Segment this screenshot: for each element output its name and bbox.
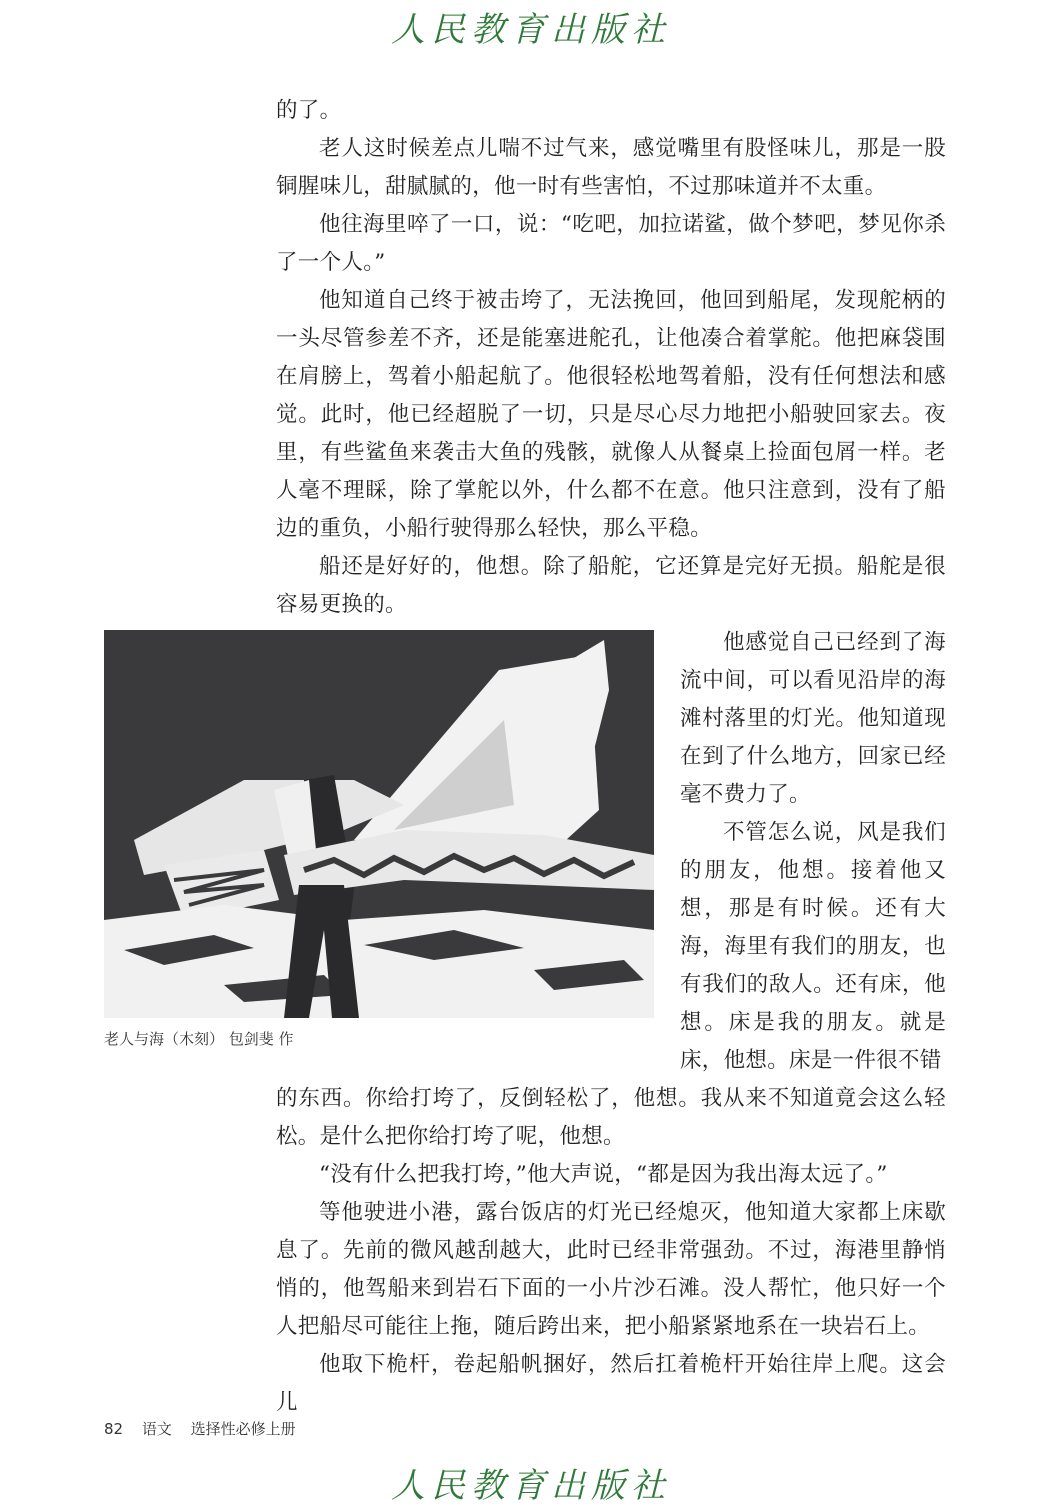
paragraph: 船还是好好的，他想。除了船舵，它还算是完好无损。船舵是很容易更换的。 [276, 554, 946, 617]
woodcut-illustration [104, 630, 654, 1018]
paragraph: 不管怎么说，风是我们的朋友，他想。接着他又想，那是有时候。还有大海，海里有我们的朋友，也有我们的敌人。还有床，他想。床是我的朋友。就是床，他想。床是一件很不错 [680, 820, 946, 1073]
figure-caption: 老人与海（木刻） 包剑斐 作 [104, 1030, 294, 1048]
subject-label: 语文 [141, 1420, 172, 1438]
paragraph: “没有什么把我打垮，”他大声说，“都是因为我出海太远了。” [319, 1162, 888, 1187]
book-title: 选择性必修上册 [190, 1420, 296, 1438]
paragraph: 老人这时候差点儿喘不过气来，感觉嘴里有股怪味儿，那是一股铜腥味儿，甜腻腻的，他一时有些害怕，不过那味道并不太重。 [276, 136, 946, 199]
publisher-watermark-bottom: 人民教育出版社 [391, 1466, 671, 1506]
page-number: 82 [104, 1420, 124, 1438]
paragraph: 他知道自己终于被击垮了，无法挽回，他回到船尾，发现舵柄的一头尽管参差不齐，还是能塞进舵孔，让他凑合着掌舵。他把麻袋围在肩膀上，驾着小船起航了。他很轻松地驾着船，没有任何想法和感觉。此时，他已经超脱了一切，只是尽心尽力地把小船驶回家去。夜里，有些鲨鱼来袭击大鱼的残骸，就像人从餐桌上捡面包屑一样。老人毫不理睬，除了掌舵以外，什么都不在意。他只注意到，没有了船边的重负，小船行驶得那么轻快，那么平稳。 [276, 288, 946, 541]
paragraph: 的了。 [276, 98, 342, 123]
paragraph: 他取下桅杆，卷起船帆捆好，然后扛着桅杆开始往岸上爬。这会儿 [276, 1352, 946, 1415]
paragraph: 他感觉自己已经到了海流中间，可以看见沿岸的海滩村落里的灯光。他知道现在到了什么地方，回家已经毫不费力了。 [680, 630, 946, 807]
publisher-watermark-top: 人民教育出版社 [391, 10, 671, 50]
page-footer [104, 1418, 310, 1439]
paragraph: 他往海里啐了一口，说：“吃吧，加拉诺鲨，做个梦吧，梦见你杀了一个人。” [276, 212, 946, 275]
paragraph: 的东西。你给打垮了，反倒轻松了，他想。我从来不知道竟会这么轻松。是什么把你给打垮了呢，他想。 [276, 1086, 946, 1149]
paragraph: 等他驶进小港，露台饭店的灯光已经熄灭，他知道大家都上床歇息了。先前的微风越刮越大，此时已经非常强劲。不过，海港里静悄悄的，他驾船来到岩石下面的一小片沙石滩。没人帮忙，他只好一个人把船尽可能往上拖，随后跨出来，把小船紧紧地系在一块岩石上。 [276, 1200, 946, 1339]
